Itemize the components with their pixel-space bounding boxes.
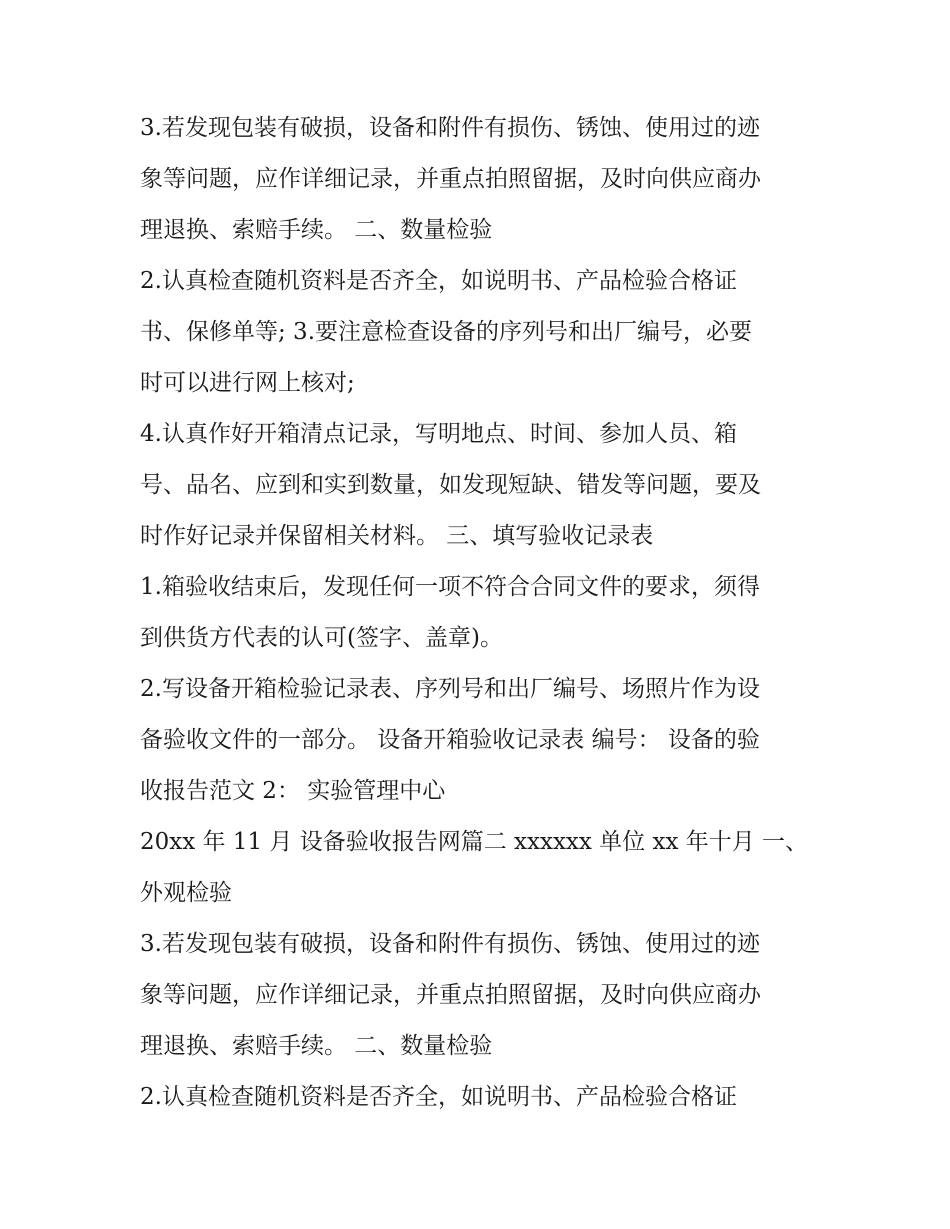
text-line: 号、品名、应到和实到数量，如发现短缺、错发等问题，要及: [140, 472, 761, 498]
text-line: 3.若发现包装有破损，设备和附件有损伤、锈蚀、使用过的迹: [140, 931, 760, 957]
text-line: 象等问题，应作详细记录，并重点拍照留据，及时向供应商办: [140, 982, 761, 1008]
text-line: 理退换、索赔手续。 二、数量检验: [140, 1033, 493, 1059]
text-line: 4.认真作好开箱清点记录，写明地点、时间、参加人员、箱: [140, 421, 737, 447]
text-line: 象等问题，应作详细记录，并重点拍照留据，及时向供应商办: [140, 166, 761, 192]
text-line: 时作好记录并保留相关材料。 三、填写验收记录表: [140, 523, 654, 549]
text-line: 1.箱验收结束后，发现任何一项不符合合同文件的要求，须得: [140, 574, 760, 600]
text-line: 备验收文件的一部分。 设备开箱验收记录表 编号： 设备的验: [140, 727, 760, 753]
text-line: 理退换、索赔手续。 二、数量检验: [140, 217, 493, 243]
text-line: 2.认真检查随机资料是否齐全，如说明书、产品检验合格证: [140, 1084, 737, 1110]
text-line: 外观检验: [140, 880, 232, 906]
text-line: 时可以进行网上核对;: [140, 370, 355, 396]
text-line: 20xx 年 11 月 设备验收报告网篇二 xxxxxx 单位 xx 年十月 一、: [140, 829, 809, 855]
text-line: 2.认真检查随机资料是否齐全，如说明书、产品检验合格证: [140, 268, 737, 294]
text-line: 到供货方代表的认可(签字、盖章)。: [140, 625, 503, 651]
document-body: [140, 103, 820, 1123]
text-line: 书、保修单等; 3.要注意检查设备的序列号和出厂编号，必要: [140, 319, 753, 345]
text-line: 3.若发现包装有破损，设备和附件有损伤、锈蚀、使用过的迹: [140, 115, 760, 141]
text-line: 收报告范文 2： 实验管理中心: [140, 778, 446, 804]
text-line: 2.写设备开箱检验记录表、序列号和出厂编号、场照片作为设: [140, 676, 760, 702]
